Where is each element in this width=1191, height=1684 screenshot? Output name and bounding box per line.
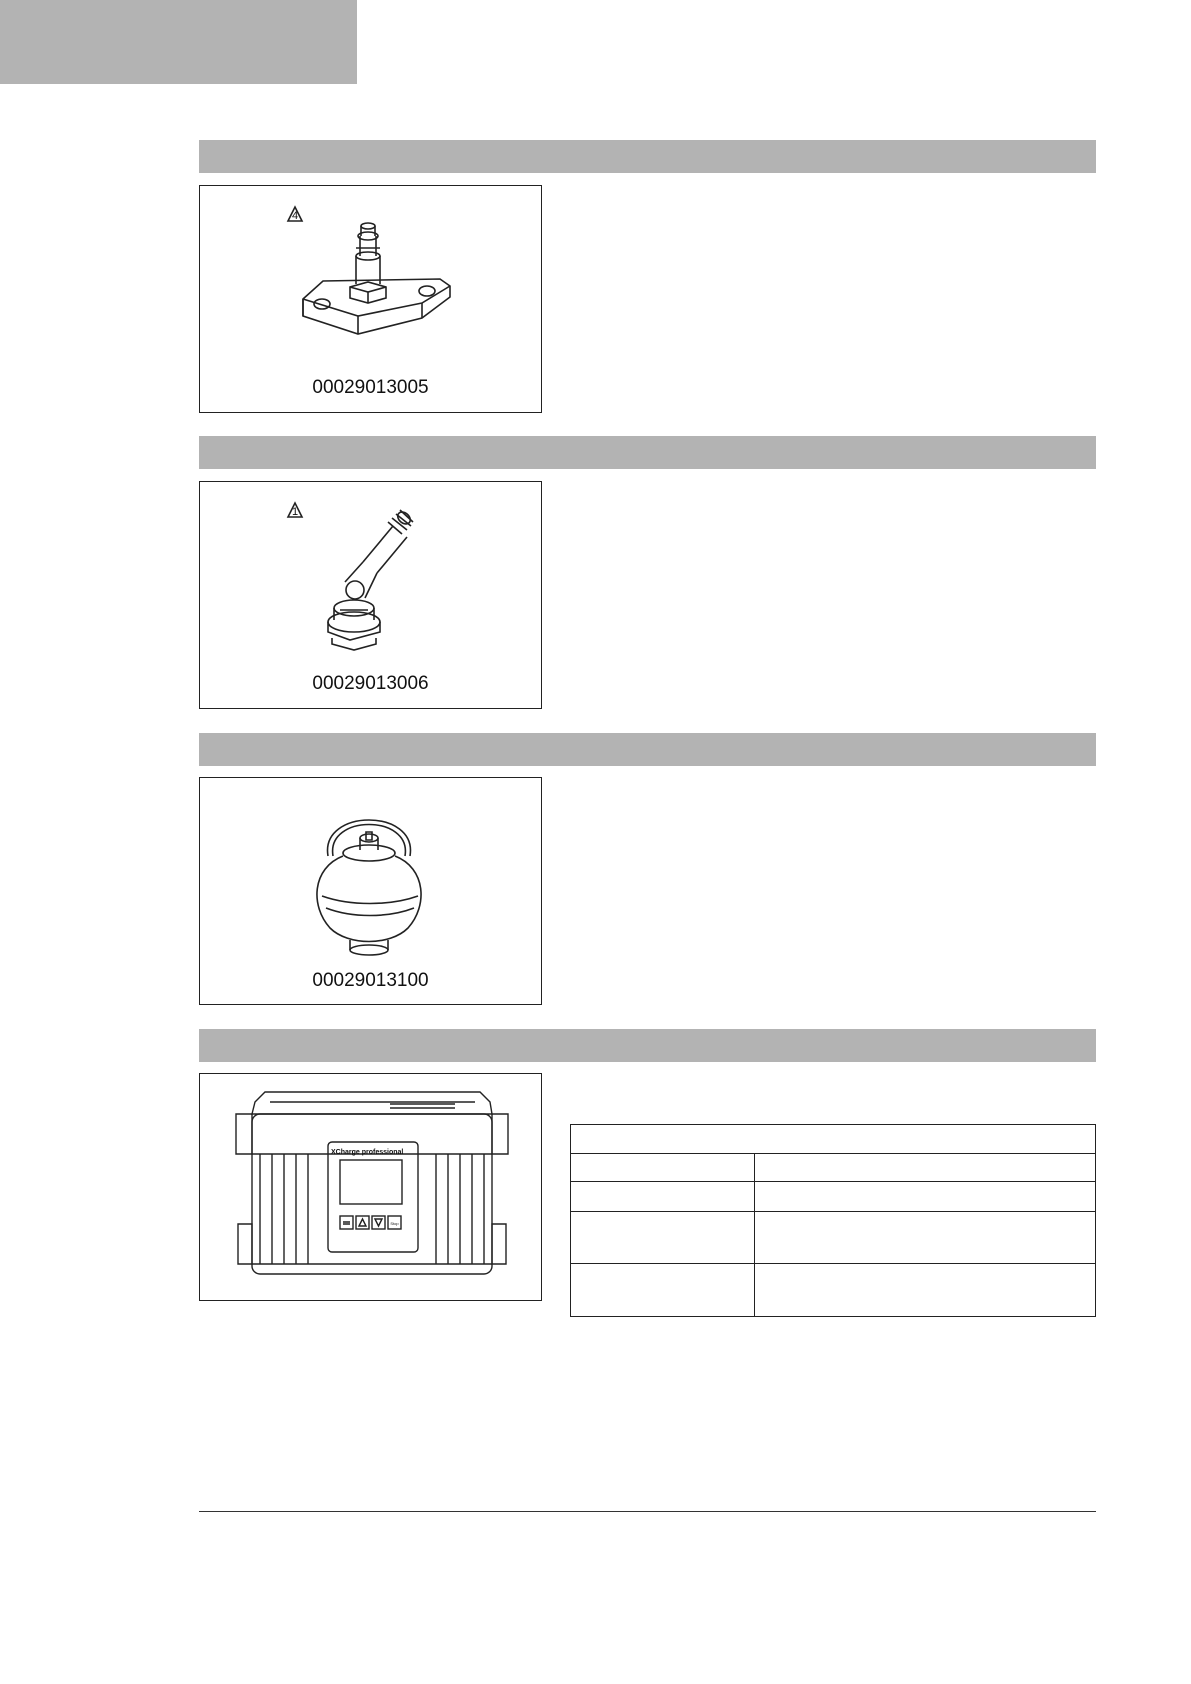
figure-panel-1: [199, 185, 542, 413]
table-row: [571, 1154, 1096, 1182]
battery-charger-illustration: [200, 1074, 543, 1302]
table-cell: [755, 1154, 1096, 1182]
table-header-cell: [571, 1125, 1096, 1154]
table-cell: [571, 1182, 755, 1212]
figure-panel-2: [199, 481, 542, 709]
table-cell: [571, 1264, 755, 1317]
table-row: [571, 1182, 1096, 1212]
table-row: [571, 1264, 1096, 1317]
footer-rule: [199, 1511, 1096, 1512]
warning-number-label: 1: [291, 506, 299, 518]
table-header-row: [571, 1125, 1096, 1154]
table-cell: [571, 1212, 755, 1264]
table-row: [571, 1212, 1096, 1264]
section-heading-bar-4: [199, 1029, 1096, 1062]
specification-table: [570, 1124, 1096, 1317]
figure-code-1: 00029013005: [312, 377, 429, 398]
section-heading-bar-3: [199, 733, 1096, 766]
table-cell: [755, 1182, 1096, 1212]
table-cell: [755, 1264, 1096, 1317]
table-cell: [571, 1154, 755, 1182]
figure-code-3: 00029013100: [312, 970, 429, 991]
table-cell: [755, 1212, 1096, 1264]
charger-brand-label: XCharge professional: [331, 1149, 404, 1156]
figure-panel-3: [199, 777, 542, 1005]
figure-code-2: 00029013006: [312, 673, 429, 694]
warning-number-label: 4: [291, 210, 299, 222]
header-corner-tab: [0, 0, 357, 84]
charger-stop-start-label: Stop: [390, 1221, 399, 1226]
section-heading-bar-1: [199, 140, 1096, 173]
section-heading-bar-2: [199, 436, 1096, 469]
figure-panel-4: [199, 1073, 542, 1301]
